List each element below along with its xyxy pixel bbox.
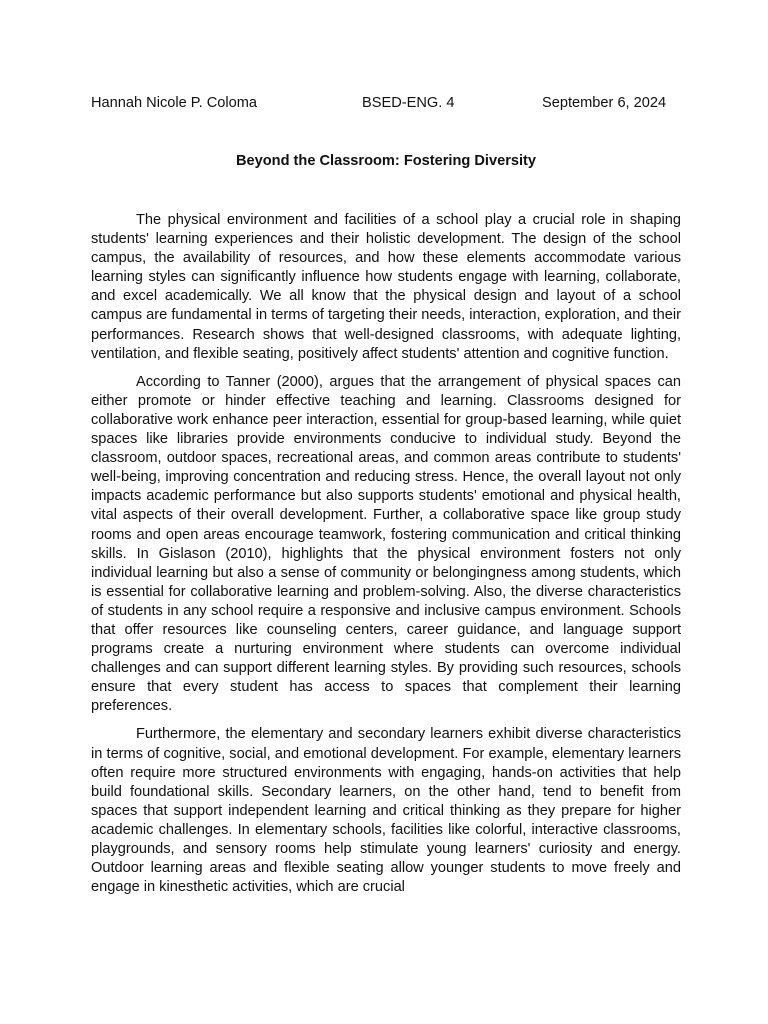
document-body — [91, 211, 681, 906]
author-name: Hannah Nicole P. Coloma — [91, 95, 258, 111]
document-date: September 6, 2024 — [542, 95, 667, 111]
document-title: Beyond the Classroom: Fostering Diversity — [235, 153, 537, 169]
paragraph: According to Tanner (2000), argues that the arrangement of physical spaces can either promote or hinder effective teaching and learning. Classrooms designed for collaborative work enhance peer interaction, essential for group-based learning, while quiet spaces like libraries provide environments conducive to individual study. Beyond the classroom, outdoor spaces, recreational areas, and common areas contribute to students' well-being, improving concentration and reducing stress. Hence, the overall layout not only impacts academic performance but also supports students' emotional and physical health, vital aspects of their overall development. Further, a collaborative space like group study rooms and open areas encourage teamwork, fostering communication and critical thinking skills. In Gislason (2010), highlights that the physical environment fosters not only individual learning but also a sense of community or belongingness among students, which is essential for collaborative learning and problem-solving. Also, the diverse characteristics of students in any school require a responsive and inclusive campus environment. Schools that offer resources like counseling centers, career guidance, and language support programs create a nurturing environment where students can overcome individual challenges and can support different learning styles. By providing such resources, schools ensure that every student has access to spaces that complement their learning preferences. — [91, 373, 681, 715]
paragraph: Furthermore, the elementary and secondary learners exhibit diverse characteristics in terms of cognitive, social, and emotional development. For example, elementary learners often require more structured environments with engaging, hands-on activities that help build foundational skills. Secondary learners, on the other hand, tend to benefit from spaces that support independent learning and critical thinking as they prepare for higher academic challenges. In elementary schools, facilities like colorful, interactive classrooms, playgrounds, and sensory rooms help stimulate young learners' curiosity and energy. Outdoor learning areas and flexible seating allow younger students to move freely and engage in kinesthetic activities, which are crucial — [91, 726, 681, 896]
course-code: BSED-ENG. 4 — [362, 95, 455, 111]
document-header — [91, 93, 681, 113]
paragraph: The physical environment and facilities of a school play a crucial role in shaping students' learning experiences and their holistic development. The design of the school campus, the availability of resources, and how these elements accommodate various learning styles can significantly influence how students engage with learning, collaborate, and excel academically. We all know that the physical design and layout of a school campus are fundamental in terms of targeting their needs, interaction, exploration, and their performances. Research shows that well-designed classrooms, with adequate lighting, ventilation, and flexible seating, positively affect students' attention and cognitive function. — [91, 212, 681, 362]
